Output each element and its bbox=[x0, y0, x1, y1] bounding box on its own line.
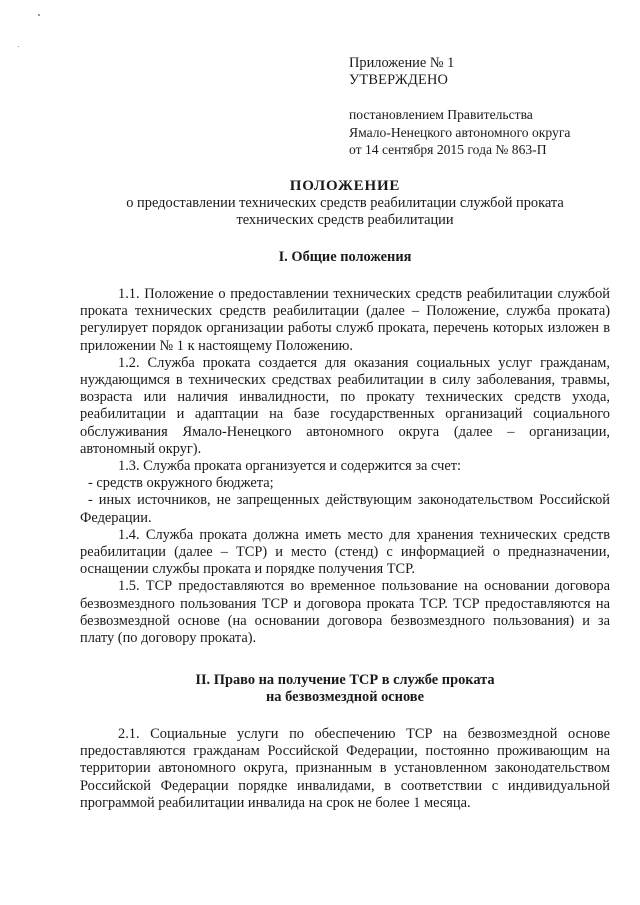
paragraph-1-3-item-b: - иных источников, не запрещенных действующим законодательством Российской Федерации. bbox=[80, 492, 610, 526]
paragraph-1-5: 1.5. ТСР предоставляются во временное пользование на основании договора безвозмездного пользования ТСР и договора проката ТСР. ТСР предоставляются на безвозмездной основе (на основании договора безвозмездного пользования) и за плату (по договору проката). bbox=[80, 578, 610, 647]
document-subtitle-line-2: технических средств реабилитации bbox=[236, 212, 454, 229]
approval-line-1: постановлением Правительства bbox=[349, 107, 533, 123]
approval-line-2: Ямало-Ненецкого автономного округа bbox=[349, 124, 571, 140]
paragraph-1-3-item-a: - средств окружного бюджета; bbox=[88, 475, 274, 492]
approval-gap bbox=[349, 89, 619, 106]
document-title-block bbox=[80, 178, 610, 230]
approval-block bbox=[349, 55, 619, 158]
approval-line-3: от 14 сентября 2015 года № 863-П bbox=[349, 141, 547, 157]
section-2-heading-line-2: на безвозмездной основе bbox=[266, 689, 424, 705]
annex-label: Приложение № 1 bbox=[349, 55, 455, 71]
paragraph-1-1: 1.1. Положение о предоставлении технических средств реабилитации службой проката технических средств реабилитации (далее – Положение, служба проката) регулирует порядок организации работы служб проката, перечень которых изложен в приложении № 1 к настоящему Положению. bbox=[80, 286, 610, 354]
document-subtitle-line-1: о предоставлении технических средств реабилитации службой проката bbox=[126, 195, 564, 212]
document-title: ПОЛОЖЕНИЕ bbox=[289, 178, 401, 194]
section-1-body bbox=[80, 286, 610, 647]
section-2-heading-line-1: II. Право на получение ТСР в службе проката bbox=[195, 672, 495, 688]
section-1-heading: I. Общие положения bbox=[278, 249, 412, 265]
paragraph-1-3: 1.3. Служба проката организуется и содержится за счет: bbox=[118, 458, 462, 475]
paragraph-1-2: 1.2. Служба проката создается для оказания социальных услуг гражданам, нуждающимся в технических средствах реабилитации в силу заболевания, травмы, возраста или наличия инвалидности, по прокату технических средств ухода, реабилитации и адаптации на базе государственных организаций социального обслуживания Ямало-Ненецкого автономного округа (далее – организации, автономный округ). bbox=[80, 354, 610, 457]
approved-label: УТВЕРЖДЕНО bbox=[349, 72, 449, 89]
scan-speck bbox=[38, 14, 40, 16]
paragraph-2-1: 2.1. Социальные услуги по обеспечению ТСР на безвозмездной основе предоставляются гражданам Российской Федерации, постоянно проживающим на территории автономного округа, признанным в установленном законодательством Российской Федерации порядке инвалидами, в соответствии с индивидуальной программой реабилитации инвалида на срок не более 1 месяца. bbox=[80, 726, 610, 811]
scan-speck bbox=[18, 46, 19, 47]
section-2-body bbox=[80, 726, 610, 812]
paragraph-1-4: 1.4. Служба проката должна иметь место для хранения технических средств реабилитации (далее – ТСР) и место (стенд) с информацией о предназначении, оснащении службы проката и порядке получения ТСР. bbox=[80, 526, 610, 578]
